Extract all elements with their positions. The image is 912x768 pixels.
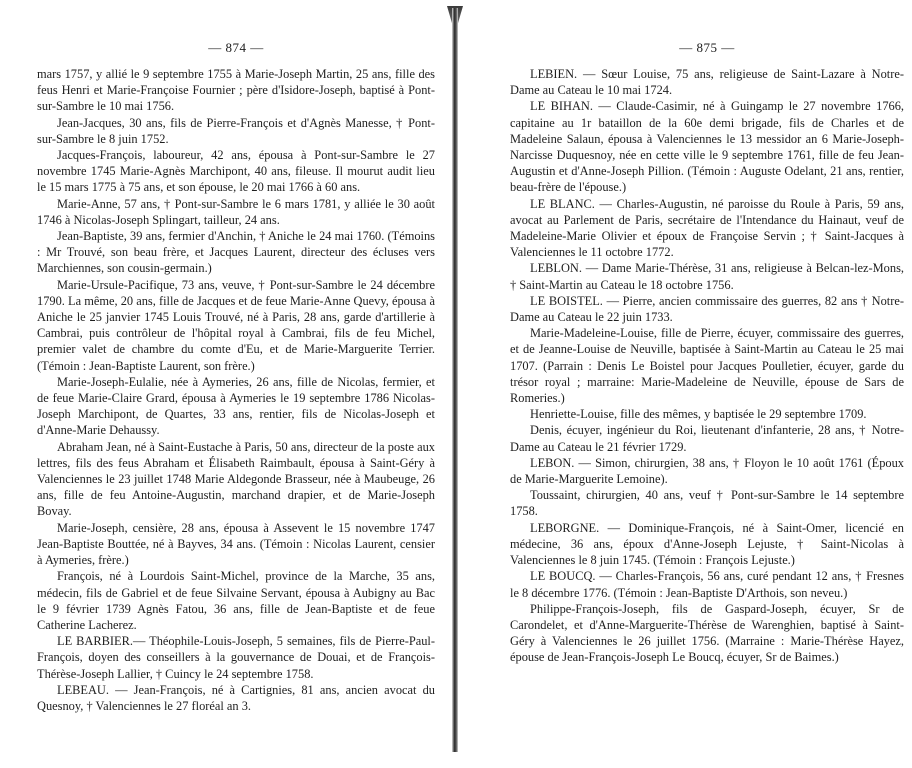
paragraph: Henriette-Louise, fille des mêmes, y baptisée le 29 septembre 1709. — [530, 407, 867, 422]
paragraph: LE BOUCQ. — Charles-François, 56 ans, curé pendant 12 ans, † Fresnes le 8 décembre 1776. (Témoin : Jean-Baptiste D'Arthois, son neveu.) — [510, 569, 904, 600]
paragraph: Marie-Ursule-Pacifique, 73 ans, veuve, † Pont-sur-Sambre le 24 décembre 1790. La même, 20 ans, fille de Jacques et de feue Marie-Anne Quevy, épousa à Aniche le 25 janvier 1745 Louis Trouvé, né à Paris, 28 ans, garde d'artillerie à Cambrai, puis contrôleur de l'hôpital royal à Cambrai, fils de feu Michel, premier valet de chambre du comte d'Eu, et de Marie-Marguerite Terrier. (Témoin : Jean-Baptiste Laurent, son frère.) — [37, 277, 435, 373]
paragraph: Abraham Jean, né à Saint-Eustache à Paris, 50 ans, directeur de la poste aux lettres, fils des feus Abraham et Élisabeth Raimbault, épousa à Saint-Géry à Valenciennes le 23 juillet 1748 Marie Aldegonde Brasseur, née à Maubeuge, 26 ans, fille de feu Antoine-Augustin, marchand drapier, et de Marie-Joseph Bovay. — [37, 439, 435, 519]
paragraph: LE BOISTEL. — Pierre, ancien commissaire des guerres, 82 ans † Notre-Dame au Cateau le 22 juin 1733. — [510, 293, 904, 325]
left-page-number: — 874 — — [208, 40, 264, 55]
left-page — [0, 0, 450, 768]
paragraph: Marie-Joseph-Eulalie, née à Aymeries, 26 ans, fille de Nicolas, fermier, et de feue Marie-Claire Grard, épousa à Aymeries le 19 septembre 1786 Nicolas-Joseph Marchipont, de Quartes, 33 ans, rentier, fils de Nicolas-Joseph et d'Anne-Marie Dehaussy. — [37, 374, 435, 438]
paragraph: Marie-Joseph, censière, 28 ans, épousa à Assevent le 15 novembre 1747 Jean-Baptiste Bouttée, né à Bayves, 34 ans. (Témoin : Nicolas Laurent, censier à Aymeries, frère.) — [37, 520, 435, 568]
paragraph: LEBON. — Simon, chirurgien, 38 ans, † Floyon le 10 août 1761 (Époux de Marie-Marguerite Lemoine). — [510, 455, 904, 487]
paragraph: Philippe-François-Joseph, fils de Gaspard-Joseph, écuyer, Sr de Carondelet, et d'Anne-Marguerite-Thérèse de Warenghien, baptisé à Saint-Géry à Valenciennes le 26 juillet 1756. (Marraine : Marie-Thérèse Hayez, épouse de Jean-François-Joseph Le Boucq, écuyer, Sr de Baimes.) — [510, 601, 904, 665]
left-page-text — [37, 66, 435, 714]
paragraph: Jean-Baptiste, 39 ans, fermier d'Anchin, † Aniche le 24 mai 1760. (Témoins : Mr Trouvé, son beau frère, et Jacques Laurent, directeur des écluses vers Marchiennes, son cousin-germain.) — [37, 229, 435, 276]
paragraph: LE BLANC. — Charles-Augustin, né paroisse du Roule à Paris, 59 ans, avocat au Parlement de Paris, secrétaire de l'Intendance du Hainaut, veuf de Madeleine-Marie Olivier et époux de Françoise Servin ; † Saint-Jacques à Valenciennes le 11 octobre 1772. — [510, 196, 904, 260]
paragraph: LE BARBIER.— Théophile-Louis-Joseph, 5 semaines, fils de Pierre-Paul-François, doyen des conseillers à la gouvernance de Douai, et de François-Thérèse-Joseph Lallier, † Cuincy le 24 septembre 1758. — [37, 634, 435, 681]
paragraph: LEBORGNE. — Dominique-François, né à Saint-Omer, licencié en médecine, 36 ans, époux d'Anne-Joseph Lejuste, † Saint-Nicolas à Valenciennes le 8 juin 1745. (Témoin : François Lejuste.) — [510, 520, 904, 568]
paragraph: Marie-Anne, 57 ans, † Pont-sur-Sambre le 6 mars 1781, y alliée le 30 août 1746 à Nicolas-Joseph Splingart, tailleur, 24 ans. — [37, 196, 435, 227]
right-page — [460, 0, 912, 768]
book-gutter — [452, 8, 458, 752]
paragraph: LE BIHAN. — Claude-Casimir, né à Guingamp le 27 novembre 1766, capitaine au 1r bataillon de la 60e demi brigade, fils de Charles et de Madeleine Salaun, épousa à Valenciennes le 13 messidor an 6 Marie-Joseph-Narcisse Duquesnoy, née en cette ville le 9 septembre 1761, fille de feu Jean-Augustin et d'Anne-Joseph Pillion. (Témoin : Auguste Odelant, 21 ans, rentier, beau-frère de l'épouse.) — [510, 99, 904, 195]
right-page-text — [510, 66, 904, 666]
paragraph: mars 1757, y allié le 9 septembre 1755 à Marie-Joseph Martin, 25 ans, fille des feus Henri et Marie-Françoise Fournier ; père d'Isidore-Joseph, baptisé à Pont-sur-Sambre le 10 mai 1756. — [37, 67, 435, 114]
paragraph: Marie-Madeleine-Louise, fille de Pierre, écuyer, commissaire des guerres, et de Jeanne-Louise de Neuville, baptisée à Saint-Martin au Cateau le 25 mai 1707. (Parrain : Denis Le Boistel pour Jacques Poulletier, écuyer, garde du trésor royal ; marraine: Marie-Madeleine de Neuville, épouse de Sars de Romeries.) — [510, 326, 904, 406]
right-page-number: — 875 — — [679, 40, 735, 55]
paragraph: Denis, écuyer, ingénieur du Roi, lieutenant d'infanterie, 28 ans, † Notre-Dame au Cateau le 21 février 1729. — [510, 423, 904, 454]
paragraph: LEBEAU. — Jean-François, né à Cartignies, 81 ans, ancien avocat du Quesnoy, † Valenciennes le 27 floréal an 3. — [37, 682, 435, 713]
paragraph: LEBIEN. — Sœur Louise, 75 ans, religieuse de Saint-Lazare à Notre-Dame au Cateau le 10 mai 1724. — [510, 67, 904, 98]
paragraph: Jean-Jacques, 30 ans, fils de Pierre-François et d'Agnès Manesse, † Pont-sur-Sambre le 8 juin 1752. — [37, 115, 435, 146]
paragraph: François, né à Lourdois Saint-Michel, province de la Marche, 35 ans, médecin, fils de Gabriel et de feue Silvaine Servant, épousa à Aubigny au Bac le 9 février 1739 Agnès Fatou, 36 ans, fille de Jean-Baptiste et de feue Catherine Lacherez. — [37, 569, 435, 632]
paragraph: Toussaint, chirurgien, 40 ans, veuf † Pont-sur-Sambre le 14 septembre 1758. — [510, 488, 904, 519]
paragraph: LEBLON. — Dame Marie-Thérèse, 31 ans, religieuse à Belcan-lez-Mons, † Saint-Martin au Cateau le 18 octobre 1756. — [510, 261, 904, 292]
paragraph: Jacques-François, laboureur, 42 ans, épousa à Pont-sur-Sambre le 27 novembre 1745 Marie-Agnès Marchipont, 40 ans, fileuse. Il mourut audit lieu le 15 mars 1775 à 75 ans, et son épouse, le 20 mai 1766 à 60 ans. — [37, 148, 435, 195]
